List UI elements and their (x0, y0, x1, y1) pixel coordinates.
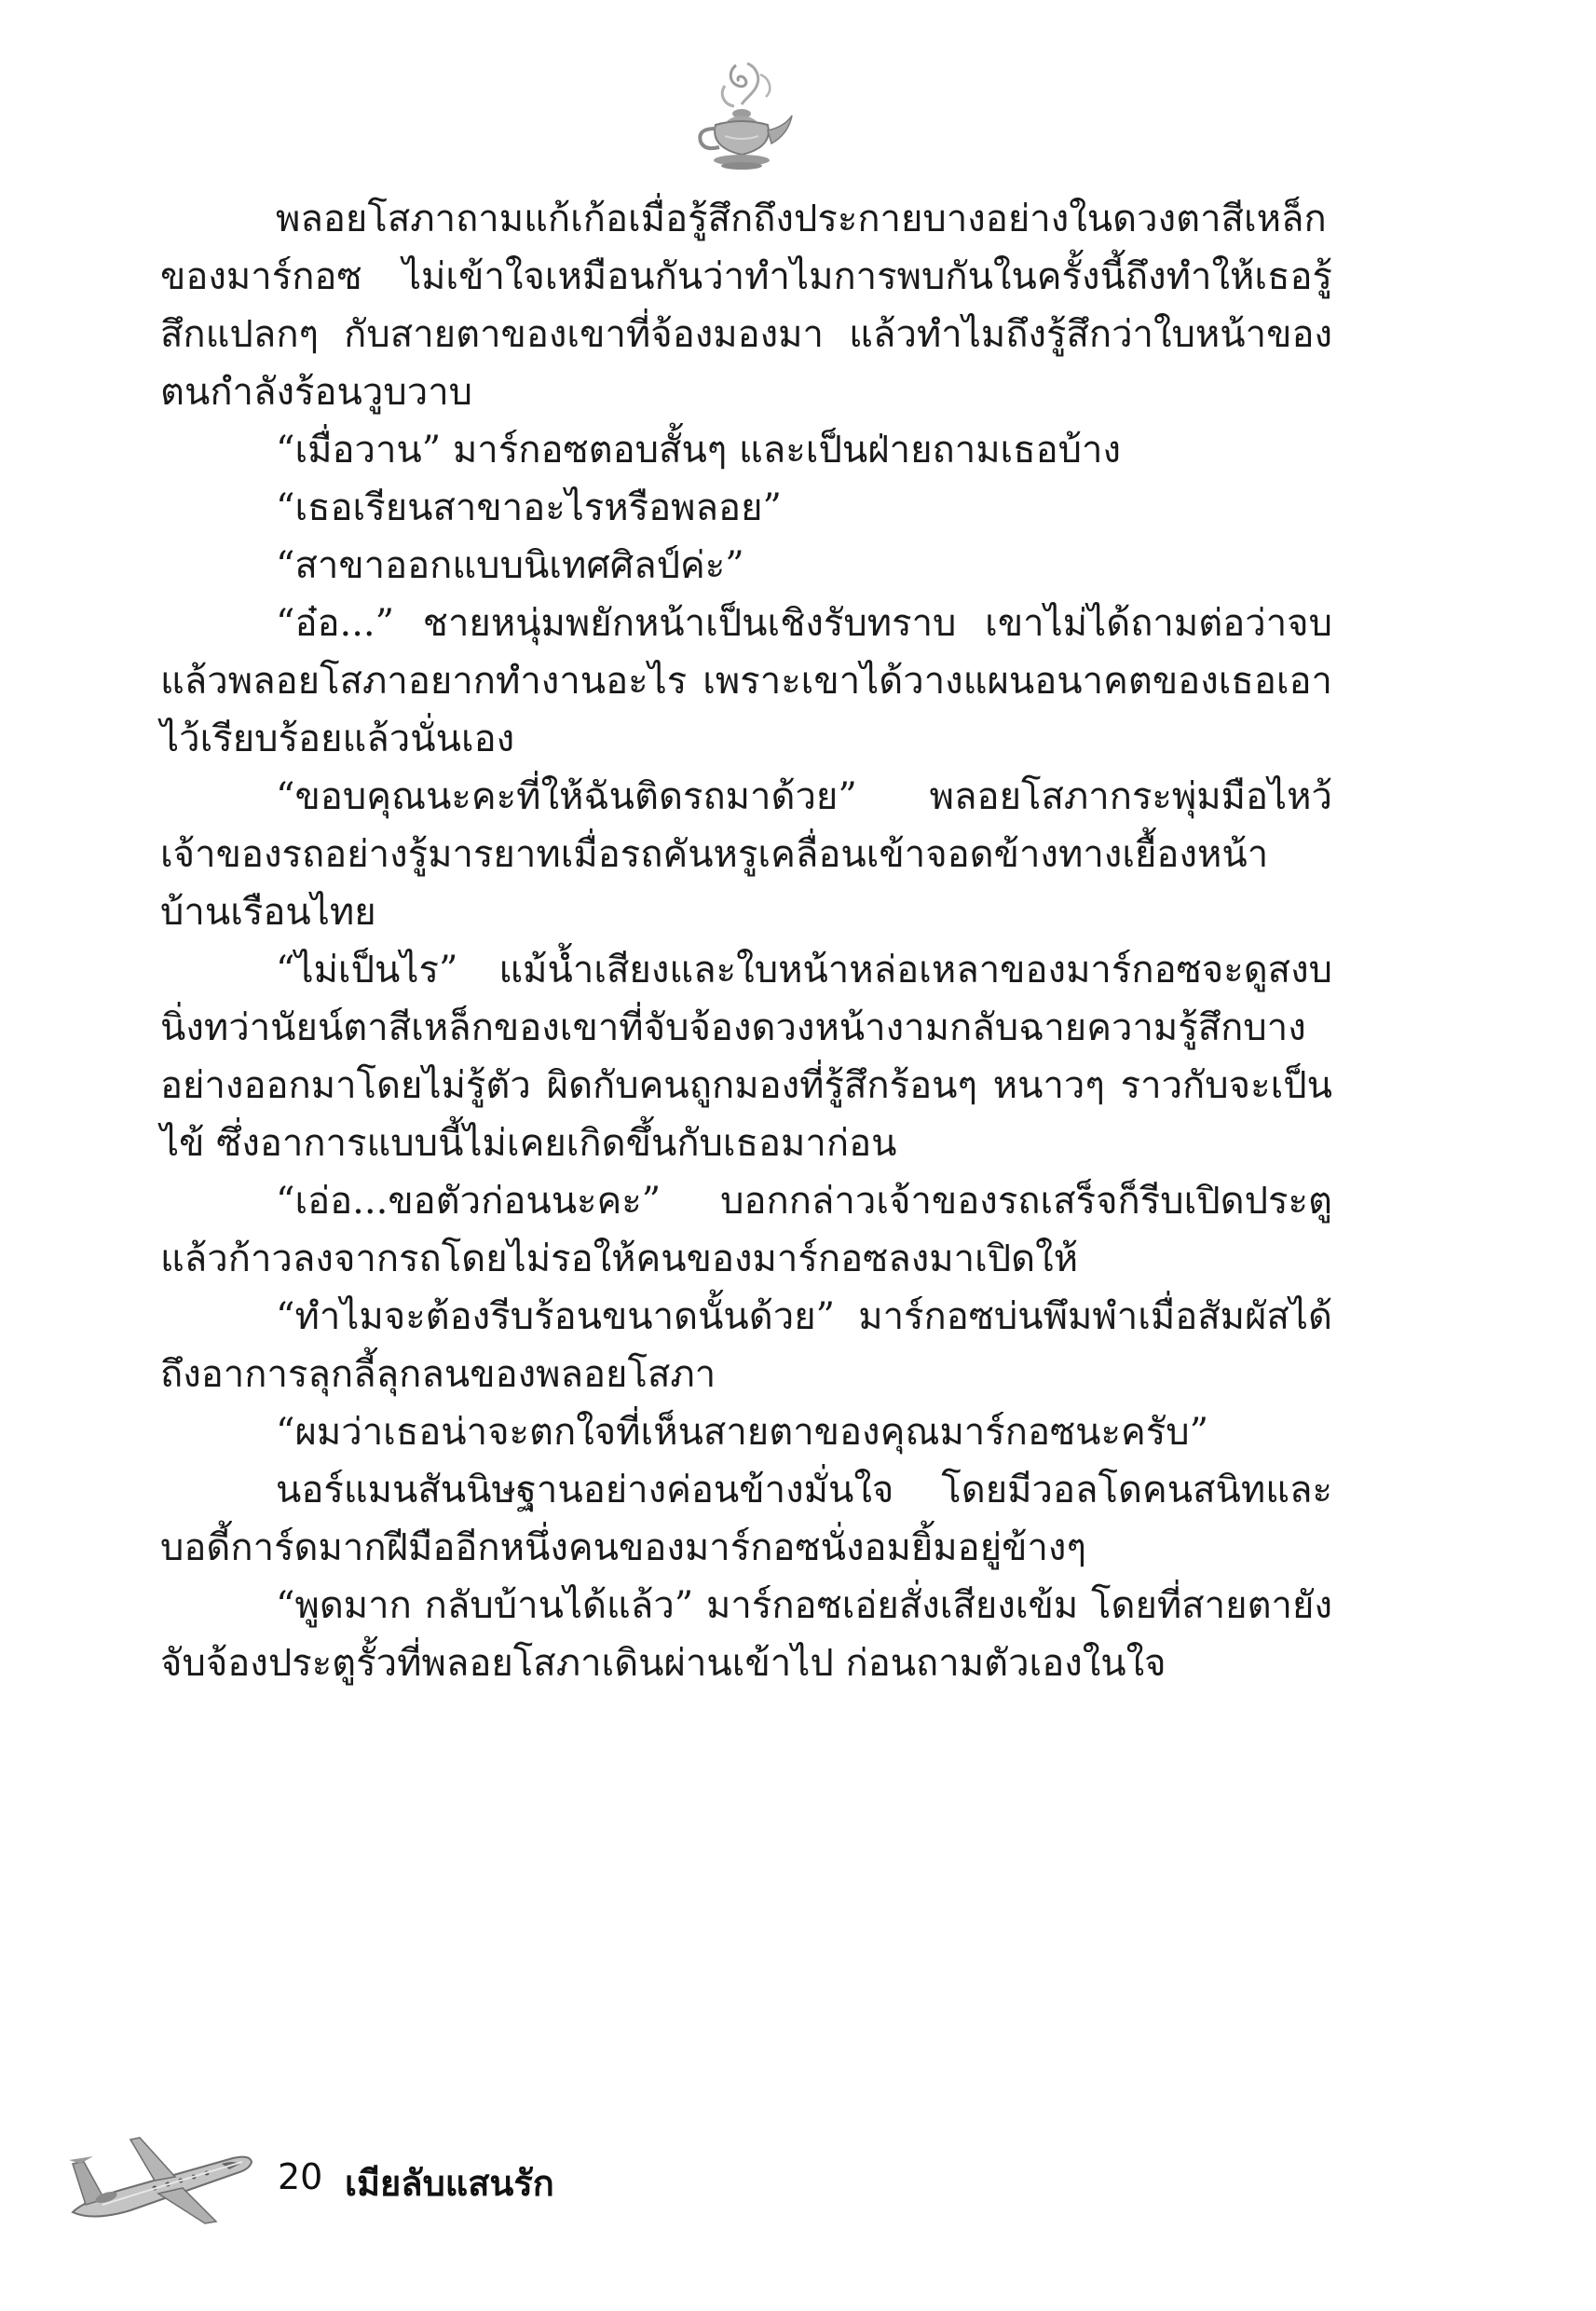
airplane-icon (65, 2108, 261, 2229)
paragraph: “ทำไมจะต้องรีบร้อนขนาดนั้นด้วย” มาร์กอซบ่นพึมพำเมื่อสัมผัสได้ถึงอาการลุกลี้ลุกลนของพลอยโสภา (160, 1295, 1332, 1396)
paragraph: “เอ่อ...ขอตัวก่อนนะคะ” บอกกล่าวเจ้าของรถเสร็จก็รีบเปิดประตูแล้วก้าวลงจากรถโดยไม่รอให้คนของมาร์กอซลงมาเปิดให้ (160, 1180, 1332, 1280)
paragraph: “เมื่อวาน” มาร์กอซตอบสั้นๆ และเป็นฝ่ายถามเธอบ้าง (276, 429, 1122, 472)
teapot-ornament-icon (688, 58, 798, 175)
paragraph: “ขอบคุณนะคะที่ให้ฉันติดรถมาด้วย” พลอยโสภากระพุ่มมือไหว้เจ้าของรถอย่างรู้มารยาทเมื่อรถคันหรูเคลื่อนเข้าจอดข้างทางเยื้องหน้าบ้านเรือนไทย (160, 775, 1332, 934)
body-text (160, 190, 1332, 1692)
paragraph: “พูดมาก กลับบ้านได้แล้ว” มาร์กอซเอ่ยสั่งเสียงเข้ม โดยที่สายตายังจับจ้องประตูรั้วที่พลอยโสภาเดินผ่านเข้าไป ก่อนถามตัวเองในใจ (160, 1584, 1332, 1685)
paragraph: “ผมว่าเธอน่าจะตกใจที่เห็นสายตาของคุณมาร์กอซนะครับ” (276, 1411, 1209, 1454)
paragraph: “ไม่เป็นไร” แม้น้ำเสียงและใบหน้าหล่อเหลาของมาร์กอซจะดูสงบนิ่งทว่านัยน์ตาสีเหล็กของเขาที่จับจ้องดวงหน้างามกลับฉายความรู้สึกบางอย่างออกมาโดยไม่รู้ตัว ผิดกับคนถูกมองที่รู้สึกร้อนๆ หนาวๆ ราวกับจะเป็นไข้ ซึ่งอาการแบบนี้ไม่เคยเกิดขึ้นกับเธอมาก่อน (160, 949, 1332, 1165)
book-title: เมียลับแสนรัก (345, 2163, 554, 2204)
paragraph: “สาขาออกแบบนิเทศศิลป์ค่ะ” (276, 544, 744, 587)
paragraph: พลอยโสภาถามแก้เก้อเมื่อรู้สึกถึงประกายบางอย่างในดวงตาสีเหล็กของมาร์กอซ ไม่เข้าใจเหมือนกันว่าทำไมการพบกันในครั้งนี้ถึงทำให้เธอรู้สึกแปลกๆ กับสายตาของเขาที่จ้องมองมา แล้วทำไมถึงรู้สึกว่าใบหน้าของตนกำลังร้อนวูบวาบ (160, 198, 1332, 414)
paragraph: “เธอเรียนสาขาอะไรหรือพลอย” (276, 486, 782, 529)
page-number: 20 (278, 2156, 323, 2197)
paragraph: นอร์แมนสันนิษฐานอย่างค่อนข้างมั่นใจ โดยมีวอลโดคนสนิทและบอดี้การ์ดมากฝีมืออีกหนึ่งคนของมาร์กอซนั่งอมยิ้มอยู่ข้างๆ (160, 1469, 1332, 1569)
page-footer (65, 2108, 717, 2229)
paragraph: “อ๋อ...” ชายหนุ่มพยักหน้าเป็นเชิงรับทราบ เขาไม่ได้ถามต่อว่าจบแล้วพลอยโสภาอยากทำงานอะไร เพราะเขาได้วางแผนอนาคตของเธอเอาไว้เรียบร้อยแล้วนั่นเอง (160, 602, 1332, 760)
